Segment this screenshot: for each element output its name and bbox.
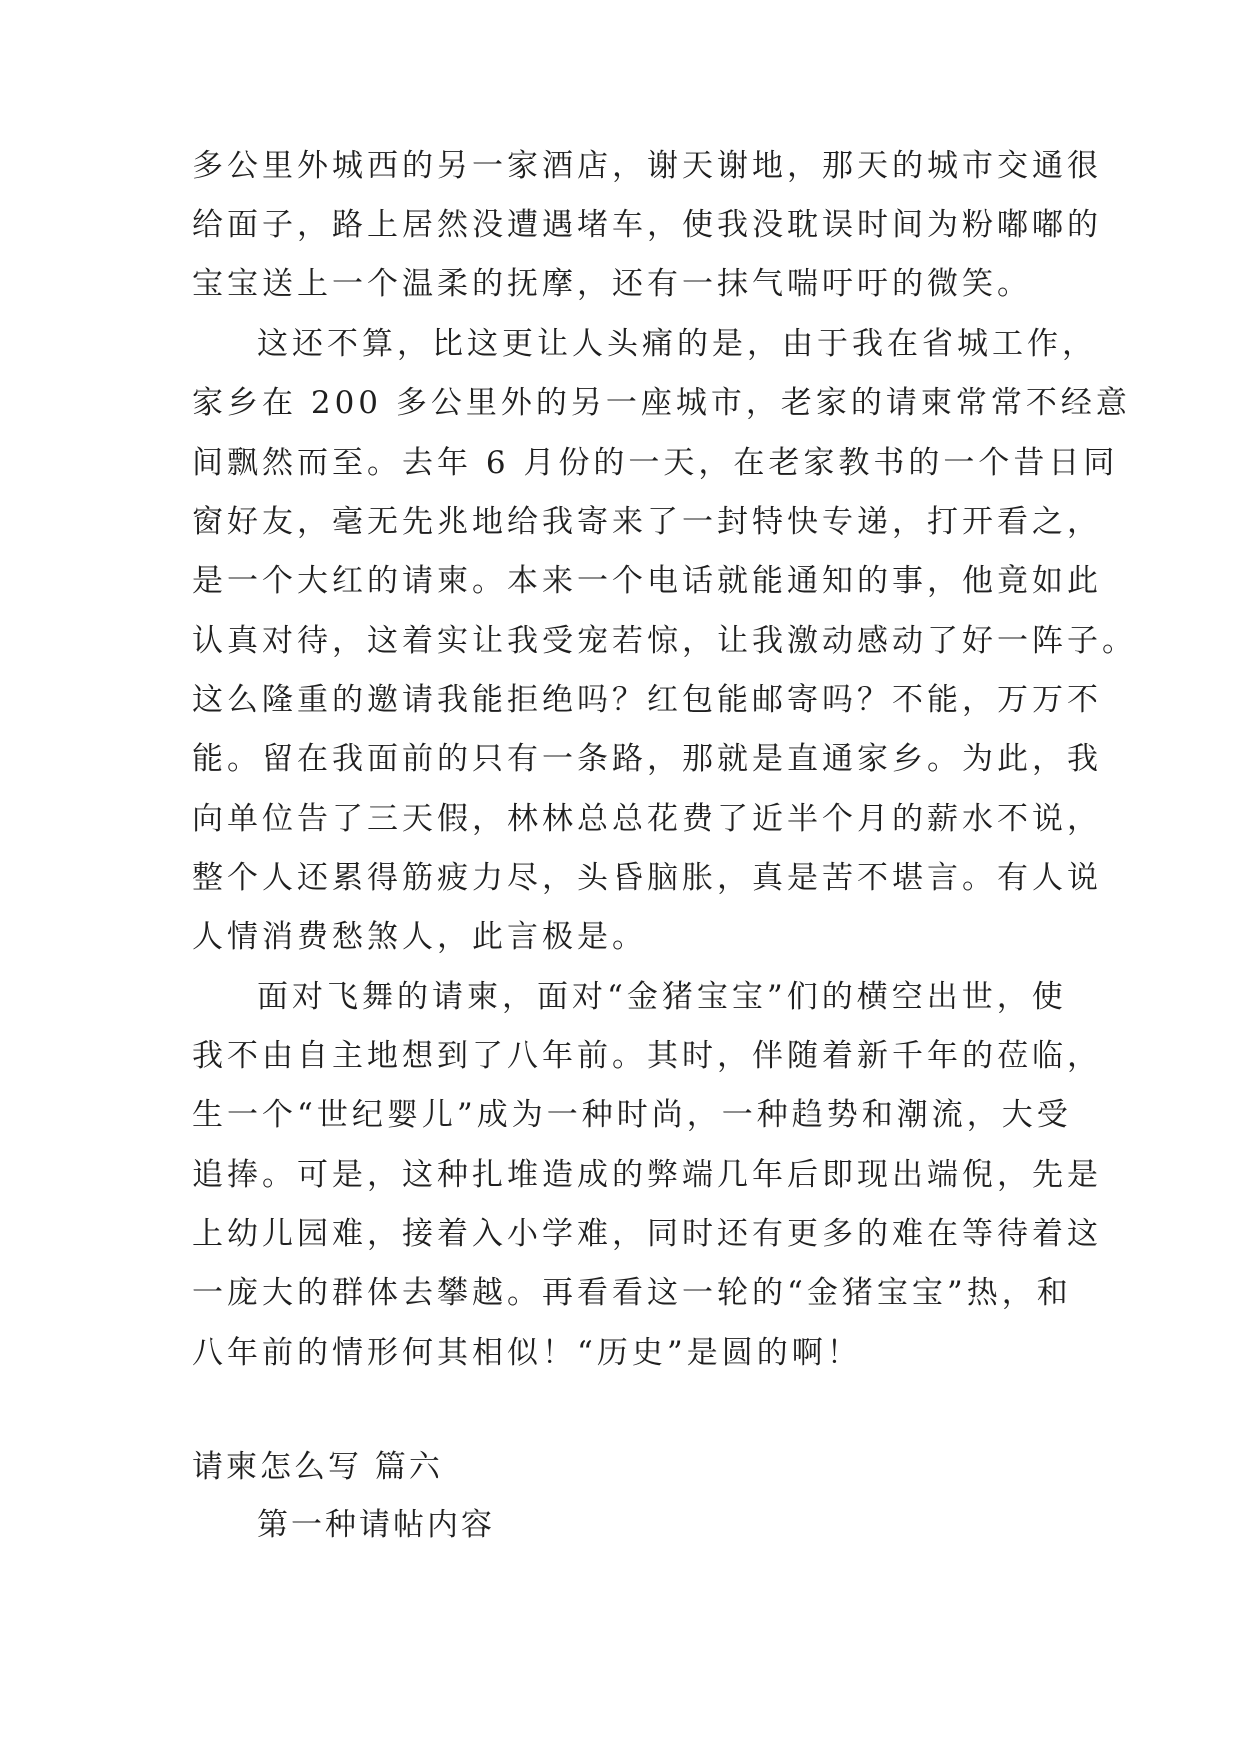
text-line: 窗好友，毫无先兆地给我寄来了一封特快专递，打开看之， — [192, 504, 1102, 540]
text-line: 八年前的情形何其相似！“历史”是圆的啊！ — [192, 1335, 862, 1371]
text-line: 宝宝送上一个温柔的抚摩，还有一抹气喘吁吁的微笑。 — [192, 266, 1032, 302]
text-line: 人情消费愁煞人，此言极是。 — [192, 919, 647, 955]
text-line: 生一个“世纪婴儿”成为一种时尚，一种趋势和潮流，大受 — [192, 1097, 1072, 1133]
text-line: 这还不算，比这更让人头痛的是，由于我在省城工作， — [257, 326, 1097, 362]
text-line: 追捧。可是，这种扎堆造成的弊端几年后即现出端倪，先是 — [192, 1157, 1102, 1193]
text-line: 面对飞舞的请柬，面对“金猪宝宝”们的横空出世，使 — [257, 979, 1067, 1015]
text-line: 上幼儿园难，接着入小学难，同时还有更多的难在等待着这 — [192, 1216, 1102, 1252]
text-line: 认真对待，这着实让我受宠若惊，让我激动感动了好一阵子。 — [192, 623, 1137, 659]
text-line: 一庞大的群体去攀越。再看看这一轮的“金猪宝宝”热，和 — [192, 1275, 1072, 1311]
text-line: 给面子，路上居然没遭遇堵车，使我没耽误时间为粉嘟嘟的 — [192, 207, 1102, 243]
text-line: 多公里外城西的另一家酒店，谢天谢地，那天的城市交通很 — [192, 148, 1102, 184]
text-line: 间飘然而至。去年 6 月份的一天，在老家教书的一个昔日同 — [192, 445, 1119, 481]
section-heading: 请柬怎么写 篇六 — [192, 1449, 443, 1485]
text-line: 家乡在 200 多公里外的另一座城市，老家的请柬常常不经意 — [192, 385, 1131, 421]
subheading: 第一种请帖内容 — [257, 1507, 495, 1543]
text-line: 是一个大红的请柬。本来一个电话就能通知的事，他竟如此 — [192, 563, 1102, 599]
text-line: 能。留在我面前的只有一条路，那就是直通家乡。为此，我 — [192, 741, 1102, 777]
text-line: 这么隆重的邀请我能拒绝吗？红包能邮寄吗？不能，万万不 — [192, 682, 1102, 718]
text-line: 向单位告了三天假，林林总总花费了近半个月的薪水不说， — [192, 801, 1102, 837]
text-line: 我不由自主地想到了八年前。其时，伴随着新千年的莅临， — [192, 1038, 1102, 1074]
text-line: 整个人还累得筋疲力尽，头昏脑胀，真是苦不堪言。有人说 — [192, 860, 1102, 896]
